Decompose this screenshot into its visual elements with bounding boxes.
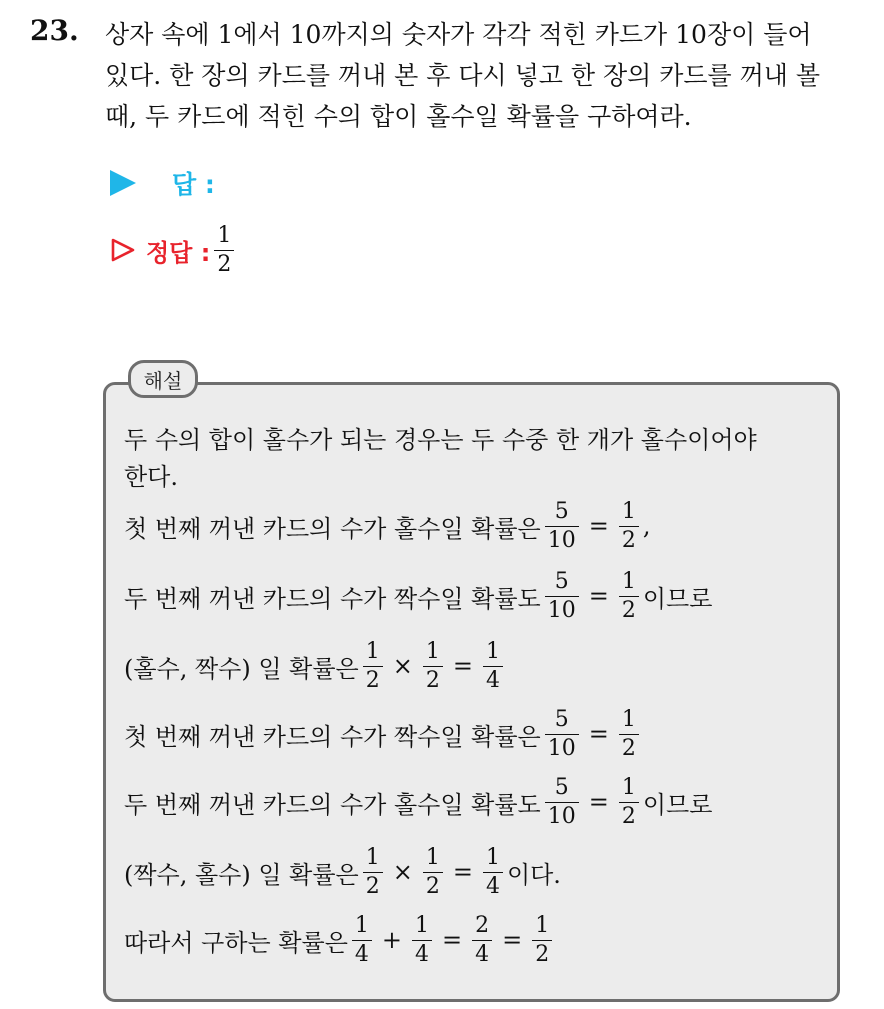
correct-answer-row [110,222,238,278]
equals-sign: = [442,926,463,954]
fraction-denominator: 10 [545,734,579,760]
fraction-denominator: 2 [619,734,639,760]
correct-answer-label: 정답 : [146,238,211,267]
fraction-denominator: 2 [423,666,443,692]
fraction [483,844,503,899]
fraction-denominator: 2 [619,802,639,828]
answer-row [110,168,215,198]
fraction-numerator: 1 [217,222,232,248]
fraction-numerator: 1 [425,638,440,664]
fraction [619,774,639,829]
fraction-numerator: 1 [621,706,636,732]
explanation-text: (홀수, 짝수) 일 확률은 [124,654,359,683]
explanation-line-7 [124,772,712,832]
explanation-tail: 이다. [506,860,561,889]
fraction-numerator: 5 [554,706,569,732]
question-text [105,14,870,137]
fraction [423,844,443,899]
explanation-text: 따라서 구하는 확률은 [124,928,348,957]
answer-label: 답 : [172,170,215,199]
explanation-line-2: 한다. [124,462,178,491]
explanation-tail: 이므로 [642,584,713,613]
fraction-denominator: 2 [423,872,443,898]
explanation-line-1: 두 수의 합이 홀수가 되는 경우는 두 수중 한 개가 홀수이어야 [124,425,757,454]
fraction-denominator: 10 [545,802,579,828]
fraction-numerator: 5 [554,774,569,800]
fraction [423,638,443,693]
explanation-text: 두 번째 꺼낸 카드의 수가 짝수일 확률도 [124,584,541,613]
fraction-numerator: 5 [554,498,569,524]
fraction [545,498,579,553]
fraction [619,568,639,623]
fraction-denominator: 2 [532,940,552,966]
outline-triangle-icon [110,237,136,263]
explanation-tail: 이므로 [642,790,713,819]
fraction [412,912,432,967]
fraction-numerator: 1 [621,774,636,800]
explanation-line-8 [124,842,561,902]
fraction-denominator: 4 [483,666,503,692]
fraction-denominator: 10 [545,596,579,622]
explanation-line-9 [124,910,556,970]
explanation-text: 두 번째 꺼낸 카드의 수가 홀수일 확률도 [124,790,541,819]
fraction [619,706,639,761]
fraction-denominator: 2 [363,872,383,898]
explanation-line-3 [124,496,650,556]
equals-sign: = [452,858,473,886]
fraction-numerator: 1 [365,638,380,664]
fraction [472,912,492,967]
question-number: 23. [30,14,79,47]
fraction-numerator: 5 [554,568,569,594]
explanation-tail: , [642,512,651,540]
fraction [619,498,639,553]
fraction-denominator: 4 [472,940,492,966]
fraction-denominator: 2 [619,526,639,552]
fraction-numerator: 2 [475,912,490,938]
equals-sign: = [588,788,609,816]
fraction-numerator: 1 [485,638,500,664]
fraction-numerator: 1 [621,498,636,524]
equals-sign: = [588,582,609,610]
fraction-denominator: 4 [352,940,372,966]
fraction [363,844,383,899]
question-line: 있다. 한 장의 카드를 꺼내 본 후 다시 넣고 한 장의 카드를 꺼내 볼 [105,61,821,90]
fraction-denominator: 2 [363,666,383,692]
fraction-denominator: 4 [483,872,503,898]
explanation-text: 첫 번째 꺼낸 카드의 수가 홀수일 확률은 [124,514,541,543]
equals-sign: = [588,720,609,748]
equals-sign: = [452,652,473,680]
fraction-numerator: 1 [425,844,440,870]
question-line: 상자 속에 1에서 10까지의 숫자가 각각 적힌 카드가 10장이 들어 [105,20,812,49]
times-sign: × [392,652,413,680]
correct-answer-fraction [214,222,234,277]
fraction [545,774,579,829]
times-sign: × [392,858,413,886]
fraction [483,638,503,693]
play-triangle-icon [110,170,136,196]
question-line: 때, 두 카드에 적힌 수의 합이 홀수일 확률을 구하여라. [105,102,692,131]
fraction-denominator: 4 [412,940,432,966]
fraction-numerator: 1 [354,912,369,938]
explanation-line-5 [124,636,507,696]
fraction-numerator: 1 [621,568,636,594]
equals-sign: = [502,926,523,954]
fraction-denominator: 2 [619,596,639,622]
plus-sign: + [381,926,403,954]
explanation-line-4 [124,566,712,626]
fraction-numerator: 1 [365,844,380,870]
explanation-tag: 해설 [128,360,198,398]
fraction [352,912,372,967]
fraction [545,706,579,761]
fraction [545,568,579,623]
fraction-denominator: 10 [545,526,579,552]
explanation-text: (짝수, 홀수) 일 확률은 [124,860,359,889]
fraction-numerator: 1 [485,844,500,870]
fraction-denominator: 2 [214,250,234,276]
fraction [532,912,552,967]
fraction-numerator: 1 [415,912,430,938]
equals-sign: = [588,512,609,540]
explanation-line-6 [124,704,643,764]
explanation-text: 첫 번째 꺼낸 카드의 수가 짝수일 확률은 [124,722,541,751]
fraction [363,638,383,693]
fraction-numerator: 1 [535,912,550,938]
